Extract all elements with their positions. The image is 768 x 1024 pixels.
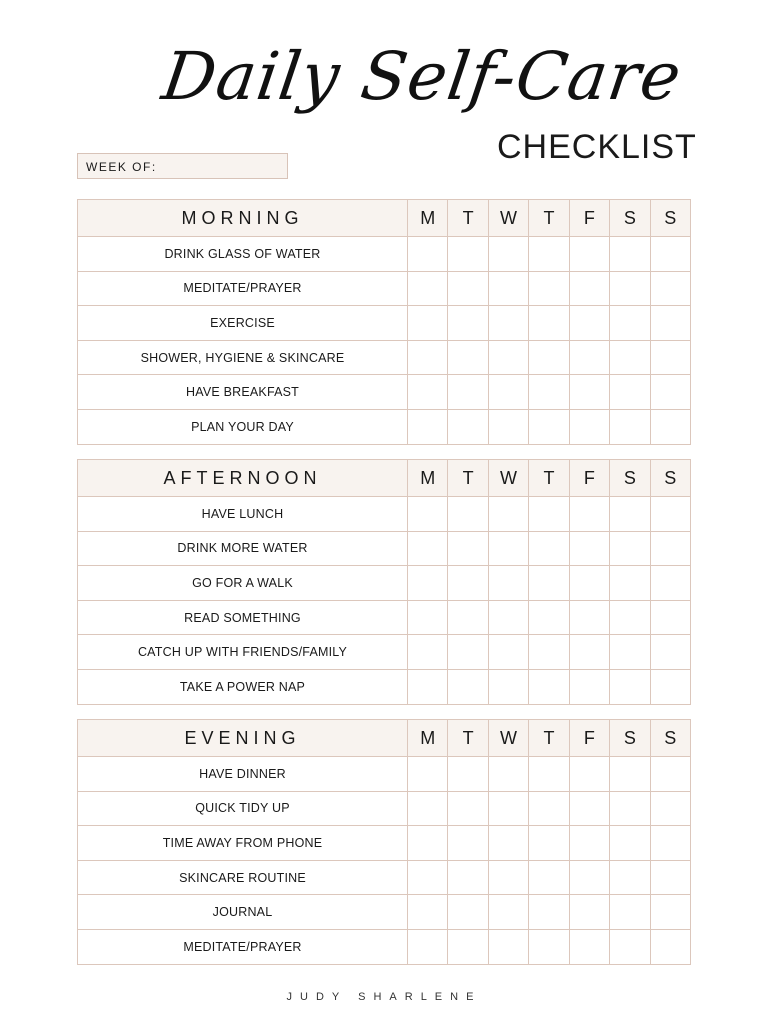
check-box[interactable]	[650, 669, 690, 704]
day-header: T	[529, 720, 569, 757]
check-box[interactable]	[488, 306, 528, 341]
task-label: JOURNAL	[78, 895, 408, 930]
check-box[interactable]	[448, 757, 488, 792]
check-box[interactable]	[610, 895, 650, 930]
task-label: TIME AWAY FROM PHONE	[78, 826, 408, 861]
day-header: S	[650, 460, 690, 497]
check-box[interactable]	[529, 375, 569, 410]
check-box[interactable]	[408, 635, 448, 670]
check-box[interactable]	[610, 375, 650, 410]
check-box[interactable]	[408, 669, 448, 704]
check-box[interactable]	[408, 929, 448, 964]
week-of-field[interactable]	[77, 153, 288, 179]
task-row	[78, 757, 691, 792]
check-box[interactable]	[488, 791, 528, 826]
check-box[interactable]	[529, 600, 569, 635]
check-box[interactable]	[408, 757, 448, 792]
week-of-label: WEEK OF:	[86, 160, 157, 174]
check-box[interactable]	[529, 566, 569, 601]
section-title: AFTERNOON	[78, 460, 408, 497]
check-box[interactable]	[650, 757, 690, 792]
task-label: READ SOMETHING	[78, 600, 408, 635]
check-box[interactable]	[569, 306, 609, 341]
day-header: S	[610, 460, 650, 497]
check-box[interactable]	[569, 669, 609, 704]
check-box[interactable]	[488, 860, 528, 895]
check-box[interactable]	[448, 306, 488, 341]
task-row	[78, 531, 691, 566]
task-row	[78, 669, 691, 704]
task-label: SHOWER, HYGIENE & SKINCARE	[78, 340, 408, 375]
check-box[interactable]	[408, 566, 448, 601]
check-box[interactable]	[408, 237, 448, 272]
check-box[interactable]	[650, 600, 690, 635]
check-box[interactable]	[650, 271, 690, 306]
task-label: PLAN YOUR DAY	[78, 409, 408, 444]
task-row	[78, 340, 691, 375]
check-box[interactable]	[650, 929, 690, 964]
task-row	[78, 895, 691, 930]
check-box[interactable]	[569, 635, 609, 670]
check-box[interactable]	[650, 375, 690, 410]
check-box[interactable]	[529, 826, 569, 861]
check-box[interactable]	[610, 306, 650, 341]
day-header: S	[650, 200, 690, 237]
day-header: T	[529, 460, 569, 497]
check-box[interactable]	[488, 271, 528, 306]
section-title: EVENING	[78, 720, 408, 757]
task-label: TAKE A POWER NAP	[78, 669, 408, 704]
day-header: M	[408, 460, 448, 497]
task-row	[78, 497, 691, 532]
check-box[interactable]	[650, 860, 690, 895]
check-box[interactable]	[529, 497, 569, 532]
day-header: S	[610, 200, 650, 237]
check-box[interactable]	[569, 497, 609, 532]
check-box[interactable]	[610, 929, 650, 964]
check-box[interactable]	[448, 531, 488, 566]
task-row	[78, 375, 691, 410]
check-box[interactable]	[610, 340, 650, 375]
check-box[interactable]	[448, 895, 488, 930]
task-row	[78, 600, 691, 635]
check-box[interactable]	[610, 860, 650, 895]
check-box[interactable]	[488, 669, 528, 704]
task-label: MEDITATE/PRAYER	[78, 929, 408, 964]
task-label: GO FOR A WALK	[78, 566, 408, 601]
task-row	[78, 929, 691, 964]
check-box[interactable]	[650, 566, 690, 601]
day-header: S	[650, 720, 690, 757]
check-box[interactable]	[488, 375, 528, 410]
task-label: HAVE DINNER	[78, 757, 408, 792]
task-row	[78, 409, 691, 444]
check-box[interactable]	[488, 635, 528, 670]
check-box[interactable]	[488, 566, 528, 601]
check-box[interactable]	[529, 669, 569, 704]
check-box[interactable]	[448, 860, 488, 895]
check-box[interactable]	[610, 757, 650, 792]
check-box[interactable]	[610, 669, 650, 704]
check-box[interactable]	[448, 566, 488, 601]
check-box[interactable]	[448, 635, 488, 670]
check-box[interactable]	[408, 600, 448, 635]
check-box[interactable]	[529, 271, 569, 306]
check-box[interactable]	[610, 531, 650, 566]
task-label: DRINK GLASS OF WATER	[78, 237, 408, 272]
check-box[interactable]	[448, 669, 488, 704]
day-header: S	[610, 720, 650, 757]
check-box[interactable]	[448, 409, 488, 444]
check-box[interactable]	[488, 340, 528, 375]
check-box[interactable]	[650, 635, 690, 670]
check-box[interactable]	[569, 860, 609, 895]
check-box[interactable]	[569, 757, 609, 792]
afternoon-table	[77, 459, 691, 705]
check-box[interactable]	[488, 826, 528, 861]
check-box[interactable]	[650, 409, 690, 444]
check-box[interactable]	[610, 497, 650, 532]
check-box[interactable]	[448, 271, 488, 306]
check-box[interactable]	[408, 306, 448, 341]
check-box[interactable]	[610, 791, 650, 826]
day-header: W	[488, 460, 528, 497]
check-box[interactable]	[448, 340, 488, 375]
check-box[interactable]	[408, 340, 448, 375]
check-box[interactable]	[610, 600, 650, 635]
task-row	[78, 791, 691, 826]
check-box[interactable]	[488, 600, 528, 635]
check-box[interactable]	[610, 566, 650, 601]
check-box[interactable]	[488, 929, 528, 964]
check-box[interactable]	[610, 635, 650, 670]
check-box[interactable]	[408, 497, 448, 532]
check-box[interactable]	[448, 929, 488, 964]
check-box[interactable]	[569, 600, 609, 635]
evening-table	[77, 719, 691, 965]
check-box[interactable]	[610, 271, 650, 306]
task-label: MEDITATE/PRAYER	[78, 271, 408, 306]
check-box[interactable]	[650, 895, 690, 930]
title-checklist: CHECKLIST	[497, 128, 697, 166]
check-box[interactable]	[529, 635, 569, 670]
day-header: F	[569, 720, 609, 757]
check-box[interactable]	[569, 566, 609, 601]
check-box[interactable]	[650, 237, 690, 272]
task-label: HAVE BREAKFAST	[78, 375, 408, 410]
task-label: CATCH UP WITH FRIENDS/FAMILY	[78, 635, 408, 670]
check-box[interactable]	[610, 826, 650, 861]
task-label: EXERCISE	[78, 306, 408, 341]
check-box[interactable]	[650, 306, 690, 341]
check-box[interactable]	[569, 895, 609, 930]
check-box[interactable]	[529, 531, 569, 566]
task-row	[78, 826, 691, 861]
check-box[interactable]	[610, 237, 650, 272]
day-header: T	[448, 720, 488, 757]
day-header: M	[408, 720, 448, 757]
check-box[interactable]	[650, 826, 690, 861]
check-box[interactable]	[408, 409, 448, 444]
check-box[interactable]	[448, 826, 488, 861]
check-box[interactable]	[488, 757, 528, 792]
task-row	[78, 306, 691, 341]
task-label: QUICK TIDY UP	[78, 791, 408, 826]
check-box[interactable]	[529, 237, 569, 272]
check-box[interactable]	[569, 531, 609, 566]
check-box[interactable]	[650, 791, 690, 826]
day-header: T	[529, 200, 569, 237]
day-header: M	[408, 200, 448, 237]
day-header: F	[569, 460, 609, 497]
morning-table	[77, 199, 691, 445]
task-row	[78, 635, 691, 670]
check-box[interactable]	[529, 895, 569, 930]
check-box[interactable]	[569, 237, 609, 272]
check-box[interactable]	[529, 791, 569, 826]
task-row	[78, 860, 691, 895]
check-box[interactable]	[408, 826, 448, 861]
check-box[interactable]	[408, 375, 448, 410]
check-box[interactable]	[529, 757, 569, 792]
check-box[interactable]	[488, 531, 528, 566]
section-title: MORNING	[78, 200, 408, 237]
check-box[interactable]	[488, 497, 528, 532]
check-box[interactable]	[610, 409, 650, 444]
check-box[interactable]	[529, 929, 569, 964]
task-label: DRINK MORE WATER	[78, 531, 408, 566]
check-box[interactable]	[448, 791, 488, 826]
check-box[interactable]	[569, 791, 609, 826]
check-box[interactable]	[529, 860, 569, 895]
check-box[interactable]	[448, 375, 488, 410]
check-box[interactable]	[448, 497, 488, 532]
check-box[interactable]	[448, 237, 488, 272]
check-box[interactable]	[408, 531, 448, 566]
check-box[interactable]	[408, 791, 448, 826]
day-header: T	[448, 200, 488, 237]
check-box[interactable]	[569, 340, 609, 375]
day-header: W	[488, 720, 528, 757]
check-box[interactable]	[569, 375, 609, 410]
task-row	[78, 271, 691, 306]
check-box[interactable]	[408, 271, 448, 306]
check-box[interactable]	[488, 895, 528, 930]
day-header: T	[448, 460, 488, 497]
check-box[interactable]	[488, 409, 528, 444]
check-box[interactable]	[408, 860, 448, 895]
day-header: F	[569, 200, 609, 237]
task-label: SKINCARE ROUTINE	[78, 860, 408, 895]
check-box[interactable]	[569, 826, 609, 861]
check-box[interactable]	[650, 531, 690, 566]
check-box[interactable]	[529, 306, 569, 341]
check-box[interactable]	[529, 340, 569, 375]
footer-brand: JUDY SHARLENE	[286, 991, 482, 1003]
task-label: HAVE LUNCH	[78, 497, 408, 532]
check-box[interactable]	[488, 237, 528, 272]
check-box[interactable]	[448, 600, 488, 635]
check-box[interactable]	[529, 409, 569, 444]
title-script: Daily Self-Care	[157, 38, 687, 115]
task-row	[78, 237, 691, 272]
check-box[interactable]	[650, 497, 690, 532]
check-box[interactable]	[569, 409, 609, 444]
check-box[interactable]	[569, 929, 609, 964]
check-box[interactable]	[650, 340, 690, 375]
day-header: W	[488, 200, 528, 237]
check-box[interactable]	[569, 271, 609, 306]
task-row	[78, 566, 691, 601]
check-box[interactable]	[408, 895, 448, 930]
